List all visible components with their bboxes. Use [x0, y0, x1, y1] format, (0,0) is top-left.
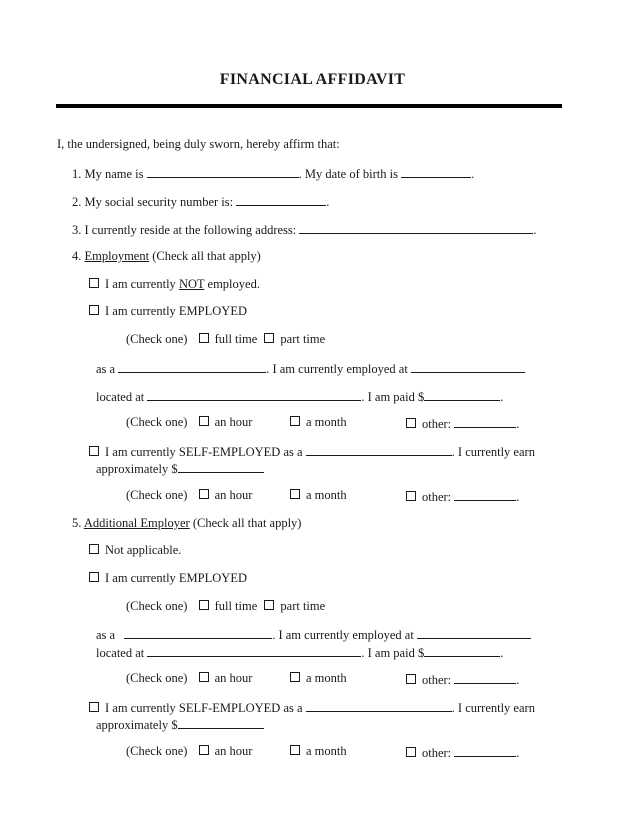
check-one-label: (Check one): [126, 488, 188, 502]
a-month-checkbox[interactable]: [290, 672, 300, 682]
approx-row: [96, 460, 264, 476]
checkbox[interactable]: [89, 278, 99, 288]
punct: .: [500, 646, 504, 660]
pay-period-row: [126, 744, 252, 758]
check-one-label: (Check one): [126, 599, 188, 613]
pay-period-row: [126, 415, 252, 429]
a-month-option[interactable]: [290, 415, 347, 429]
self-employed-checkbox[interactable]: [89, 702, 99, 712]
an-hour-label: an hour: [214, 744, 253, 758]
approx-label: approximately $: [96, 462, 178, 476]
item-3: [72, 221, 537, 237]
item-1: [72, 165, 474, 181]
self-employed-field[interactable]: [306, 699, 452, 712]
other-option[interactable]: [406, 488, 519, 504]
an-hour-checkbox[interactable]: [199, 672, 209, 682]
pay-field[interactable]: [424, 388, 500, 401]
check-one-label: (Check one): [126, 332, 188, 346]
self-employed-option: [89, 699, 535, 715]
job-title-field[interactable]: [118, 360, 266, 373]
part-time-checkbox[interactable]: [264, 333, 274, 343]
earnings-field[interactable]: [178, 460, 264, 473]
located-at-label: located at: [96, 390, 145, 404]
option-text: Not applicable.: [105, 543, 182, 557]
an-hour-checkbox[interactable]: [199, 489, 209, 499]
checkbox[interactable]: [89, 305, 99, 315]
job-title-row: [96, 360, 525, 376]
approx-label: approximately $: [96, 718, 178, 732]
a-month-checkbox[interactable]: [290, 489, 300, 499]
punct: .: [516, 417, 520, 431]
location-row: [96, 644, 503, 660]
a-month-checkbox[interactable]: [290, 416, 300, 426]
item-number: 4.: [72, 249, 82, 263]
self-employed-label: I am currently SELF-EMPLOYED as a: [105, 701, 303, 715]
other-option[interactable]: [406, 671, 519, 687]
punct: .: [500, 390, 504, 404]
pay-period-row: [126, 671, 252, 685]
employment-type-row: [126, 332, 325, 346]
ssn-field[interactable]: [236, 193, 326, 206]
heading-note: (Check all that apply): [192, 516, 302, 530]
a-month-option[interactable]: [290, 671, 347, 685]
other-option[interactable]: [406, 415, 519, 431]
part-time-checkbox[interactable]: [264, 600, 274, 610]
an-hour-checkbox[interactable]: [199, 745, 209, 755]
option-text: employed.: [204, 277, 260, 291]
document-title: FINANCIAL AFFIDAVIT: [219, 71, 406, 88]
full-time-checkbox[interactable]: [199, 600, 209, 610]
option-text: I am currently EMPLOYED: [105, 571, 247, 585]
full-time-checkbox[interactable]: [199, 333, 209, 343]
an-hour-checkbox[interactable]: [199, 416, 209, 426]
option-text-emphasis: NOT: [178, 277, 205, 291]
address-label: I currently reside at the following address:: [84, 223, 297, 237]
employment-type-row: [126, 599, 325, 613]
item-number: 1.: [72, 167, 82, 181]
a-month-label: a month: [306, 488, 347, 502]
name-field[interactable]: [147, 165, 299, 178]
punct: .: [533, 223, 537, 237]
dob-field[interactable]: [401, 165, 471, 178]
a-month-checkbox[interactable]: [290, 745, 300, 755]
other-checkbox[interactable]: [406, 418, 416, 428]
a-month-label: a month: [306, 671, 347, 685]
other-label: other:: [422, 490, 452, 504]
location-row: [96, 388, 503, 404]
full-time-label: full time: [214, 332, 258, 346]
employed-at-label: . I am currently employed at: [272, 628, 414, 642]
not-applicable-option[interactable]: [89, 543, 181, 557]
an-hour-label: an hour: [214, 415, 253, 429]
paid-label: . I am paid $: [361, 646, 425, 660]
check-one-label: (Check one): [126, 415, 188, 429]
other-field[interactable]: [454, 415, 516, 428]
other-option[interactable]: [406, 744, 519, 760]
other-checkbox[interactable]: [406, 491, 416, 501]
part-time-label: part time: [280, 332, 326, 346]
title-rule: [56, 104, 562, 108]
other-checkbox[interactable]: [406, 674, 416, 684]
option-text: I am currently: [105, 277, 179, 291]
check-one-label: (Check one): [126, 744, 188, 758]
earnings-field[interactable]: [178, 716, 264, 729]
pay-field[interactable]: [424, 644, 500, 657]
intro-text: I, the undersigned, being duly sworn, hereby affirm that:: [57, 137, 340, 151]
item-4-heading: [72, 249, 261, 263]
earn-label: . I currently earn: [451, 701, 535, 715]
full-time-label: full time: [214, 599, 258, 613]
a-month-label: a month: [306, 415, 347, 429]
employment-heading: Employment: [84, 249, 150, 263]
an-hour-label: an hour: [214, 488, 253, 502]
an-hour-label: an hour: [214, 671, 253, 685]
address-field[interactable]: [299, 221, 533, 234]
location-field[interactable]: [147, 388, 361, 401]
item-2: [72, 193, 329, 209]
check-one-label: (Check one): [126, 671, 188, 685]
self-employed-field[interactable]: [306, 443, 452, 456]
employed-at-label: . I am currently employed at: [266, 362, 408, 376]
punct: .: [471, 167, 475, 181]
item-5-heading: [72, 516, 301, 530]
punct: .: [326, 195, 330, 209]
heading-note: (Check all that apply): [152, 249, 261, 263]
name-label: My name is: [84, 167, 144, 181]
other-label: other:: [422, 417, 452, 431]
employer-field[interactable]: [417, 626, 531, 639]
other-field[interactable]: [454, 671, 516, 684]
self-employed-checkbox[interactable]: [89, 446, 99, 456]
a-month-option[interactable]: [290, 488, 347, 502]
employed-option[interactable]: [89, 571, 247, 585]
job-title-row: [96, 626, 531, 642]
pay-period-row: [126, 488, 252, 502]
item-number: 2.: [72, 195, 82, 209]
ssn-label: My social security number is:: [84, 195, 234, 209]
approx-row: [96, 716, 264, 732]
punct: .: [516, 490, 520, 504]
as-a-label: as a: [96, 362, 116, 376]
self-employed-label: I am currently SELF-EMPLOYED as a: [105, 445, 303, 459]
punct: .: [516, 673, 520, 687]
checkbox[interactable]: [89, 544, 99, 554]
a-month-label: a month: [306, 744, 347, 758]
other-field[interactable]: [454, 744, 516, 757]
other-label: other:: [422, 673, 452, 687]
part-time-label: part time: [280, 599, 326, 613]
earn-label: . I currently earn: [451, 445, 535, 459]
item-number: 5.: [72, 516, 82, 530]
additional-employer-heading: Additional Employer: [83, 516, 190, 530]
employed-option[interactable]: [89, 304, 247, 318]
employer-field[interactable]: [411, 360, 525, 373]
job-title-field[interactable]: [124, 626, 272, 639]
self-employed-option: [89, 443, 535, 459]
item-number: 3.: [72, 223, 82, 237]
punct: .: [516, 746, 520, 760]
a-month-option[interactable]: [290, 744, 347, 758]
other-field[interactable]: [454, 488, 516, 501]
other-label: other:: [422, 746, 452, 760]
checkbox[interactable]: [89, 572, 99, 582]
located-at-label: located at: [96, 646, 145, 660]
location-field[interactable]: [147, 644, 361, 657]
dob-label: . My date of birth is: [298, 167, 398, 181]
option-text: I am currently EMPLOYED: [105, 304, 247, 318]
not-employed-option[interactable]: [89, 277, 260, 291]
as-a-label: as a: [96, 628, 116, 642]
other-checkbox[interactable]: [406, 747, 416, 757]
paid-label: . I am paid $: [361, 390, 425, 404]
